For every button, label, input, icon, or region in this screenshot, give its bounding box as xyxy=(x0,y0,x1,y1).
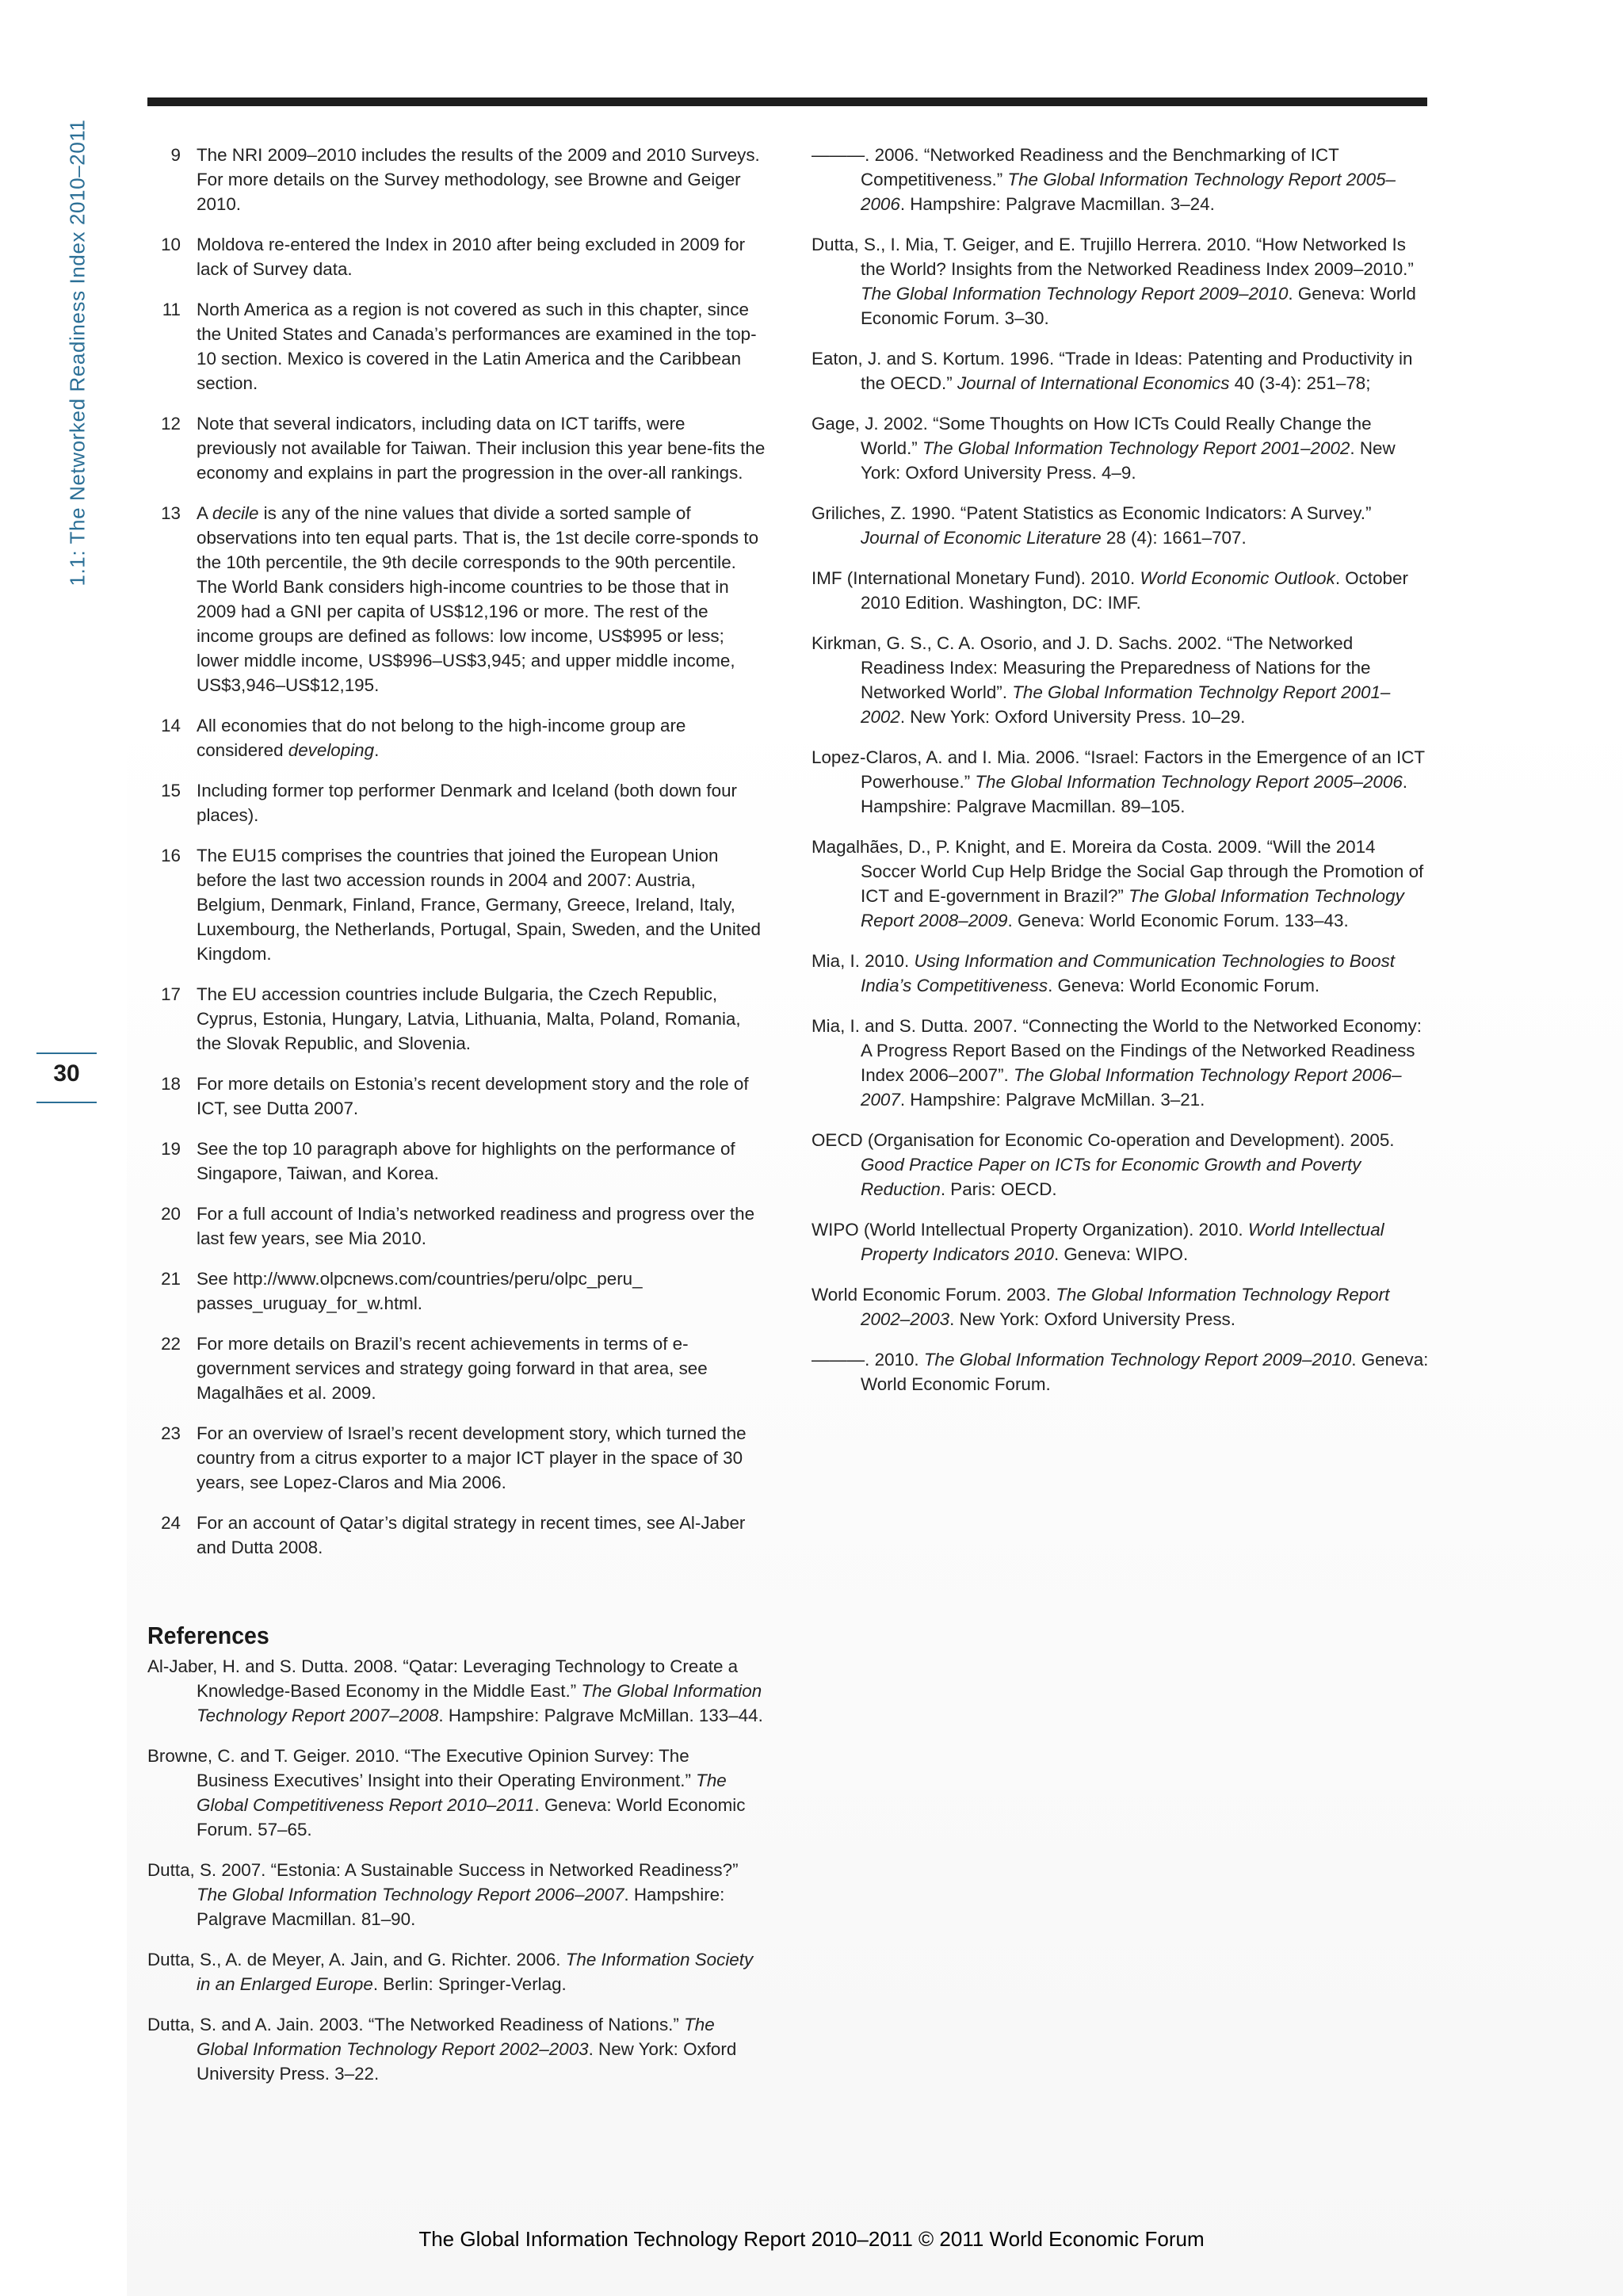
text-segment: Lopez-Claros, A. and I. Mia. 2006. “Israel: Factors in the Emergence of an ICT Powerhouse.” xyxy=(812,747,1425,792)
text-segment: . Hampshire: Palgrave Macmillan. 3–24. xyxy=(899,194,1215,214)
text-segment: All economies that do not belong to the high-income group are considered xyxy=(197,716,686,760)
italic-text: The Global Information Technology Report 2007–2008 xyxy=(197,1681,762,1725)
endnote xyxy=(147,1421,766,1495)
reference-entry xyxy=(812,232,1430,330)
reference-entry xyxy=(147,1947,766,1996)
page-number: 30 xyxy=(53,1060,80,1087)
italic-text: Journal of Economic Literature xyxy=(861,528,1102,548)
references-list-left xyxy=(147,1654,766,2086)
italic-text: The Global Information Technology Report 2002–2003 xyxy=(197,2015,715,2059)
text-segment: Dutta, S., A. de Meyer, A. Jain, and G. Richter. 2006. xyxy=(147,1950,566,1969)
endnote-text xyxy=(197,982,766,1056)
right-column xyxy=(812,143,1430,1412)
text-segment: Mia, I. 2010. xyxy=(812,951,915,971)
italic-text: The Information Society in an Enlarged Europe xyxy=(197,1950,754,1994)
italic-text: Good Practice Paper on ICTs for Economic Growth and Poverty Reduction xyxy=(861,1155,1361,1199)
endnote xyxy=(147,843,766,966)
text-segment: . Geneva: WIPO. xyxy=(1053,1244,1189,1264)
reference-entry xyxy=(812,745,1430,819)
text-segment: Including former top performer Denmark and Iceland (both down four places). xyxy=(197,781,738,825)
reference-entry xyxy=(812,1347,1430,1396)
endnote-number: 9 xyxy=(170,145,181,165)
top-rule xyxy=(147,97,1427,106)
text-segment: . October 2010 Edition. Washington, DC: IMF. xyxy=(861,568,1408,613)
text-segment: . New York: Oxford University Press. 4–9. xyxy=(861,438,1396,483)
endnote xyxy=(147,501,766,697)
endnote-number: 12 xyxy=(161,414,181,434)
endnote-number: 22 xyxy=(161,1334,181,1354)
text-segment: OECD (Organisation for Economic Co-operation and Development). 2005. xyxy=(812,1130,1395,1150)
references-list-right xyxy=(812,143,1430,1396)
text-segment: The EU15 comprises the countries that joined the European Union before the last two accession rounds in 2004 and 2007: Austria, Belgium, Denmark, Finland, France, Germany, Greece, Ireland, Italy, Luxembourg, the Netherlands, Portugal, Spain, Sweden, and the United Kingdom. xyxy=(197,846,761,964)
text-segment: Dutta, S. 2007. “Estonia: A Sustainable Success in Networked Readiness?” xyxy=(147,1860,739,1880)
endnote xyxy=(147,713,766,762)
endnote-number: 11 xyxy=(162,300,181,319)
reference-entry xyxy=(147,1654,766,1728)
italic-text: decile xyxy=(212,503,259,523)
reference-entry xyxy=(812,835,1430,933)
text-segment: Al-Jaber, H. and S. Dutta. 2008. “Qatar: Leveraging Technology to Create a Knowledge-Based Economy in the Middle East.” xyxy=(147,1656,739,1701)
italic-text: The Global Information Technology Report 2008–2009 xyxy=(861,886,1404,930)
page-number-rule-top xyxy=(36,1052,97,1054)
text-segment: . Geneva: World Economic Forum. 133–43. xyxy=(1007,911,1349,930)
endnote xyxy=(147,1072,766,1121)
reference-entry xyxy=(812,501,1430,550)
italic-text: The Global Information Technology Report 2009–2010 xyxy=(861,284,1289,304)
italic-text: The Global Information Technology Report 2006–2007 xyxy=(197,1885,624,1904)
text-segment: WIPO (World Intellectual Property Organization). 2010. xyxy=(812,1220,1248,1240)
italic-text: developing xyxy=(288,740,375,760)
reference-entry xyxy=(812,1014,1430,1112)
endnote xyxy=(147,1266,766,1316)
text-segment: See the top 10 paragraph above for highlights on the performance of Singapore, Taiwan, and Korea. xyxy=(197,1139,735,1183)
reference-entry xyxy=(812,1282,1430,1331)
text-segment: The NRI 2009–2010 includes the results of the 2009 and 2010 Surveys. For more details on the Survey methodology, see Browne and Geiger 2010. xyxy=(197,145,760,214)
reference-entry xyxy=(812,143,1430,216)
text-segment: . New York: Oxford University Press. xyxy=(949,1309,1235,1329)
chapter-title: 1.1: The Networked Readiness Index 2010–2011 xyxy=(65,119,90,586)
italic-text: The Global Information Technology Report 2005–2006 xyxy=(975,772,1403,792)
endnote-number: 17 xyxy=(161,984,181,1004)
text-segment: . Geneva: World Economic Forum. 3–30. xyxy=(861,284,1416,328)
reference-entry xyxy=(812,411,1430,485)
text-segment: . Hampshire: Palgrave McMillan. 133–44. xyxy=(438,1706,763,1725)
italic-text: World Economic Outlook xyxy=(1140,568,1335,588)
text-segment: For an account of Qatar’s digital strategy in recent times, see Al-Jaber and Dutta 2008. xyxy=(197,1513,746,1557)
references-heading: References xyxy=(147,1622,269,1649)
text-segment: ———. 2006. “Networked Readiness and the Benchmarking of ICT Competitiveness.” xyxy=(812,145,1339,189)
endnote-text xyxy=(197,1137,766,1186)
text-segment: . Hampshire: Palgrave Macmillan. 81–90. xyxy=(197,1885,725,1929)
endnote xyxy=(147,297,766,395)
text-segment: World Economic Forum. 2003. xyxy=(812,1285,1056,1305)
reference-entry xyxy=(812,566,1430,615)
page-number-rule-bottom xyxy=(36,1102,97,1103)
reference-entry xyxy=(147,1858,766,1931)
page-footer: The Global Information Technology Report 2010–2011 © 2011 World Economic Forum xyxy=(418,2227,1205,2251)
endnote-text xyxy=(197,1511,766,1560)
text-segment: A xyxy=(197,503,212,523)
italic-text: Using Information and Communication Technologies to Boost India’s Competitiveness xyxy=(861,951,1395,995)
endnote-text xyxy=(197,1072,766,1121)
endnote-number: 19 xyxy=(161,1139,181,1159)
text-segment: . Geneva: World Economic Forum. 57–65. xyxy=(197,1795,746,1839)
text-segment: IMF (International Monetary Fund). 2010. xyxy=(812,568,1140,588)
text-segment: Gage, J. 2002. “Some Thoughts on How ICTs Could Really Change the World.” xyxy=(812,414,1372,458)
endnote xyxy=(147,1201,766,1251)
endnote-text xyxy=(197,1421,766,1495)
text-segment: For a full account of India’s networked readiness and progress over the last few years, see Mia 2010. xyxy=(197,1204,755,1248)
italic-text: The Global Information Technology Report 2009–2010 xyxy=(923,1350,1352,1370)
text-segment: Griliches, Z. 1990. “Patent Statistics as Economic Indicators: A Survey.” xyxy=(812,503,1372,523)
endnote-number: 13 xyxy=(161,503,181,523)
endnote xyxy=(147,982,766,1056)
text-segment: Moldova re-entered the Index in 2010 after being excluded in 2009 for lack of Survey data. xyxy=(197,235,746,279)
endnote-number: 14 xyxy=(161,716,181,735)
italic-text: Journal of International Economics xyxy=(957,373,1230,393)
endnote-text xyxy=(197,843,766,966)
text-segment: The EU accession countries include Bulgaria, the Czech Republic, Cyprus, Estonia, Hungary, Latvia, Lithuania, Malta, Poland, Romania, the Slovak Republic, and Slovenia. xyxy=(197,984,741,1053)
reference-entry xyxy=(812,1217,1430,1266)
endnote-number: 21 xyxy=(161,1269,181,1289)
text-segment: . Geneva: World Economic Forum. xyxy=(861,1350,1429,1394)
endnote-text xyxy=(197,501,766,697)
text-segment: . xyxy=(374,740,380,760)
reference-entry xyxy=(812,1128,1430,1201)
endnote-text xyxy=(197,1331,766,1405)
text-segment: Browne, C. and T. Geiger. 2010. “The Executive Opinion Survey: The Business Executives’ Insight into their Operating Environment.” xyxy=(147,1746,697,1790)
text-segment: . Geneva: World Economic Forum. xyxy=(1048,976,1320,995)
text-segment: Note that several indicators, including data on ICT tariffs, were previously not available for Taiwan. Their inclusion this year bene-fits the economy and explains in part the progression in the over-all rankings. xyxy=(197,414,766,483)
endnote-text xyxy=(197,232,766,281)
italic-text: The Global Information Technology Report 2005–2006 xyxy=(861,170,1396,214)
text-segment: . Hampshire: Palgrave McMillan. 3–21. xyxy=(899,1090,1205,1110)
italic-text: The Global Information Technolgy Report 2001–2002 xyxy=(861,682,1391,727)
text-segment: Dutta, S., I. Mia, T. Geiger, and E. Trujillo Herrera. 2010. “How Networked Is the World? Insights from the Networked Readiness Index 2009–2010.” xyxy=(812,235,1414,279)
endnote-text xyxy=(197,713,766,762)
reference-entry xyxy=(812,631,1430,729)
italic-text: The Global Information Technology Report 2006–2007 xyxy=(861,1065,1402,1110)
endnote-text xyxy=(197,143,766,216)
text-segment: . Berlin: Springer-Verlag. xyxy=(372,1974,567,1994)
text-segment: . New York: Oxford University Press. 10–29. xyxy=(899,707,1246,727)
endnote-number: 20 xyxy=(161,1204,181,1224)
text-segment: Mia, I. and S. Dutta. 2007. “Connecting the World to the Networked Economy: A Progress Report Based on the Findings of the Networked Readiness Index 2006–2007”. xyxy=(812,1016,1422,1085)
text-segment: Kirkman, G. S., C. A. Osorio, and J. D. Sachs. 2002. “The Networked Readiness Index: Measuring the Preparedness of Nations for the Networked World”. xyxy=(812,633,1371,702)
endnote-number: 15 xyxy=(161,781,181,800)
endnotes-list xyxy=(147,143,766,1560)
text-segment: . Hampshire: Palgrave Macmillan. 89–105. xyxy=(861,772,1408,816)
reference-entry xyxy=(147,2012,766,2086)
reference-entry xyxy=(147,1744,766,1842)
endnote xyxy=(147,411,766,485)
text-segment: 40 (3-4): 251–78; xyxy=(1229,373,1371,393)
text-segment: Dutta, S. and A. Jain. 2003. “The Networked Readiness of Nations.” xyxy=(147,2015,685,2034)
text-segment: Magalhães, D., P. Knight, and E. Moreira da Costa. 2009. “Will the 2014 Soccer World Cup Help Bridge the Social Gap through the Promotion of ICT and E-government in Brazil?” xyxy=(812,837,1424,906)
text-segment: 28 (4): 1661–707. xyxy=(1101,528,1247,548)
endnote-text xyxy=(197,1201,766,1251)
endnote-number: 23 xyxy=(161,1423,181,1443)
endnote xyxy=(147,143,766,216)
text-segment: For more details on Estonia’s recent development story and the role of ICT, see Dutta 2007. xyxy=(197,1074,749,1118)
endnote-text xyxy=(197,1266,766,1316)
text-segment: For more details on Brazil’s recent achievements in terms of e-government services and strategy going forward in that area, see Magalhães et al. 2009. xyxy=(197,1334,708,1403)
italic-text: World Intellectual Property Indicators 2010 xyxy=(861,1220,1384,1264)
endnote xyxy=(147,1511,766,1560)
text-segment: North America as a region is not covered as such in this chapter, since the United States and Canada’s performances are examined in the top-10 section. Mexico is covered in the Latin America and the Caribbean section. xyxy=(197,300,757,393)
endnote-number: 18 xyxy=(161,1074,181,1094)
endnote-text xyxy=(197,778,766,827)
endnote-text xyxy=(197,411,766,485)
endnote xyxy=(147,1137,766,1186)
text-segment: See http://www.olpcnews.com/countries/peru/olpc_peru_ passes_uruguay_for_w.html. xyxy=(197,1269,643,1313)
endnote xyxy=(147,1331,766,1405)
endnote-text xyxy=(197,297,766,395)
text-segment: For an overview of Israel’s recent development story, which turned the country from a citrus exporter to a major ICT player in the space of 30 years, see Lopez-Claros and Mia 2006. xyxy=(197,1423,747,1492)
italic-text: The Global Information Technology Report 2001–2002 xyxy=(922,438,1350,458)
reference-entry xyxy=(812,346,1430,395)
italic-text: The Global Information Technology Report 2002–2003 xyxy=(861,1285,1390,1329)
endnote-number: 24 xyxy=(161,1513,181,1533)
endnote xyxy=(147,778,766,827)
left-column xyxy=(147,143,766,2102)
text-segment: Eaton, J. and S. Kortum. 1996. “Trade in Ideas: Patenting and Productivity in the OECD.” xyxy=(812,349,1413,393)
endnote-number: 10 xyxy=(161,235,181,254)
endnote-number: 16 xyxy=(161,846,181,865)
italic-text: The Global Competitiveness Report 2010–2011 xyxy=(197,1771,727,1815)
endnote xyxy=(147,232,766,281)
reference-entry xyxy=(812,949,1430,998)
text-segment: . New York: Oxford University Press. 3–22. xyxy=(197,2039,737,2084)
text-segment: ———. 2010. xyxy=(812,1350,924,1370)
text-segment: is any of the nine values that divide a sorted sample of observations into ten equal parts. That is, the 1st decile corre-sponds to the 10th percentile, the 9th decile corresponds to the 90th percentile. The World Bank considers high-income countries to be those that in 2009 had a GNI per capita of US$12,196 or more. The rest of the income groups are defined as follows: low income, US$995 or less; lower middle income, US$996–US$3,945; and upper middle income, US$3,946–US$12,195. xyxy=(197,503,759,695)
text-segment: . Paris: OECD. xyxy=(940,1179,1057,1199)
